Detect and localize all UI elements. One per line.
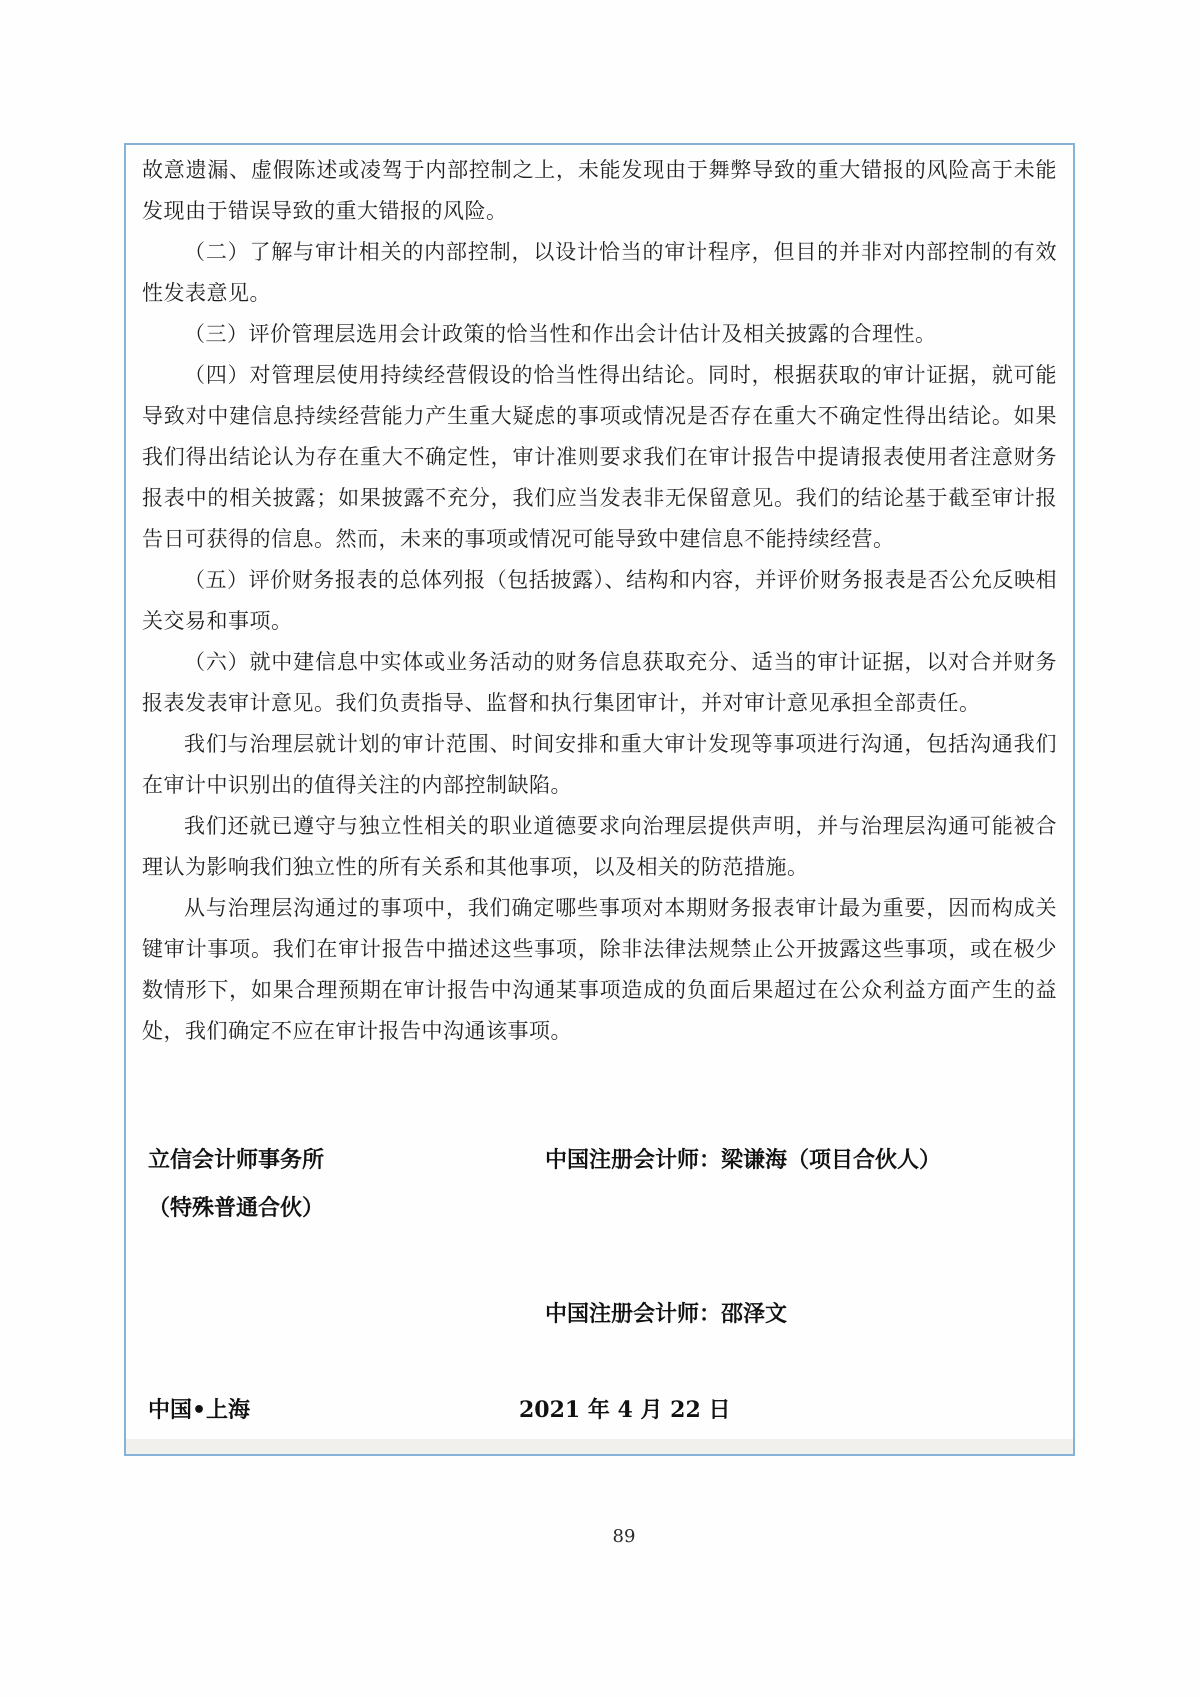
body-paragraph: 故意遗漏、虚假陈述或凌驾于内部控制之上，未能发现由于舞弊导致的重大错报的风险高于未能发现由于错误导致的重大错报的风险。: [142, 158, 1057, 223]
report-body: [126, 145, 1073, 1052]
body-paragraph: （五）评价财务报表的总体列报（包括披露）、结构和内容，并评价财务报表是否公允反映相关交易和事项。: [142, 568, 1057, 633]
audit-report-text-box: [124, 143, 1075, 1456]
body-paragraph: （四）对管理层使用持续经营假设的恰当性得出结论。同时，根据获取的审计证据，就可能导致对中建信息持续经营能力产生重大疑虑的事项或情况是否存在重大不确定性得出结论。如果我们得出结论认为存在重大不确定性，审计准则要求我们在审计报告中提请报表使用者注意财务报表中的相关披露；如果披露不充分，我们应当发表非无保留意见。我们的结论基于截至审计报告日可获得的信息。然而，未来的事项或情况可能导致中建信息不能持续经营。: [142, 363, 1057, 551]
signature-firm-name: 立信会计师事务所: [148, 1148, 325, 1173]
page-number: 89: [612, 1526, 636, 1547]
body-paragraph: （二）了解与审计相关的内部控制，以设计恰当的审计程序，但目的并非对内部控制的有效性发表意见。: [142, 240, 1057, 305]
signature-date: 2021 年 4 月 22 日: [519, 1397, 731, 1423]
signature-cpa-second: 中国注册会计师：邵泽文: [545, 1302, 788, 1327]
signature-cpa-partner: 中国注册会计师：梁谦海（项目合伙人）: [545, 1148, 942, 1173]
signature-location: 中国•上海: [148, 1398, 251, 1423]
body-paragraph: 我们还就已遵守与独立性相关的职业道德要求向治理层提供声明，并与治理层沟通可能被合理认为影响我们独立性的所有关系和其他事项，以及相关的防范措施。: [142, 814, 1057, 879]
body-paragraph: （六）就中建信息中实体或业务活动的财务信息获取充分、适当的审计证据，以对合并财务报表发表审计意见。我们负责指导、监督和执行集团审计，并对审计意见承担全部责任。: [142, 650, 1057, 715]
body-paragraph: （三）评价管理层选用会计政策的恰当性和作出会计估计及相关披露的合理性。: [184, 322, 937, 346]
scan-artifact-band: [126, 1439, 1073, 1454]
signature-firm-type: （特殊普通合伙）: [148, 1196, 325, 1221]
body-paragraph: 从与治理层沟通过的事项中，我们确定哪些事项对本期财务报表审计最为重要，因而构成关键审计事项。我们在审计报告中描述这些事项，除非法律法规禁止公开披露这些事项，或在极少数情形下，如果合理预期在审计报告中沟通某事项造成的负面后果超过在公众利益方面产生的益处，我们确定不应在审计报告中沟通该事项。: [142, 896, 1057, 1043]
body-paragraph: 我们与治理层就计划的审计范围、时间安排和重大审计发现等事项进行沟通，包括沟通我们在审计中识别出的值得关注的内部控制缺陷。: [142, 732, 1057, 797]
